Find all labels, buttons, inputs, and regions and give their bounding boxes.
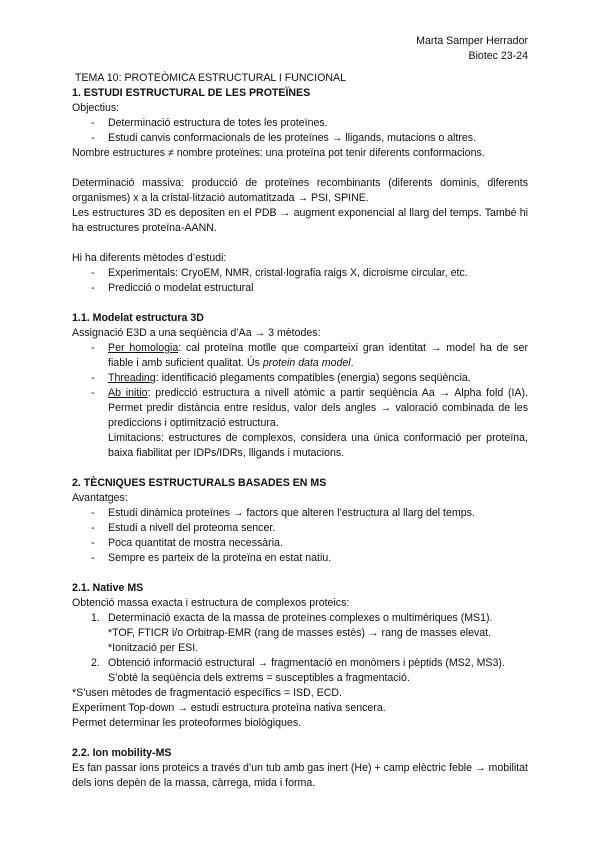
list-item: - Predicció o modelat estructural [91,282,254,294]
list-item: - Sempre es parteix de la proteïna en estat natiu. [91,552,332,564]
list-item: - Estudi a nivell del proteoma sencer. [91,522,276,534]
ion-mobility-paragraph: Es fan passar ions proteics a través d’un tub amb gas inert (He) + camp elèctric feble → mobilitat dels ions depèn de la massa, càrrega, mida i forma. [72,762,528,789]
list-item: 1. Determinació exacta de la massa de proteïnes complexes o multimèriques (MS1). *TOF, FTICR i/o Orbitrap-EMR (rang de masses estès) → rang de masses elevat. *Ionització per ESI. [72,611,528,656]
section-2-heading: 2. TÈCNIQUES ESTRUCTURALS BASADES EN MS [72,477,327,489]
list-item-threading: - Threading: identificació plegaments compatibles (energia) segons seqüència. [91,372,471,384]
metodes-list [72,266,528,296]
avantatges-list [72,506,528,566]
modelat-methods-list [72,341,528,461]
list-item: - Experimentals: CryoEM, NMR, cristal·lografia raigs X, dicroisme circular, etc. [91,267,468,279]
native-ms-note: *S’usen mètodes de fragmentació específics = ISD, ECD. [72,687,342,699]
step-note: S’obté la seqüència dels extrems = susceptibles a fragmentació. [108,672,410,684]
section-2-1-heading: 2.1. Native MS [72,582,144,594]
list-item-homologia: - Per homologia: cal proteïna motlle que comparteixi gran identitat → model ha de ser fiable i amb suficient qualitat. Ús protein data model. [91,342,528,369]
native-ms-note: Permet determinar les proteoformes biològiques. [72,717,302,729]
limitacions-text: Limitacions: estructures de complexos, considera una única conformació per proteïna, baixa fiabilitat per IDPs/IDRs, lligands i mutacions. [108,432,528,459]
section-2-2-heading: 2.2. Ion mobility-MS [72,747,172,759]
nombre-estructures-line: Nombre estructures ≠ nombre proteïnes: una proteïna pot tenir diferents conformacions. [72,147,485,159]
list-item: - Estudi canvis conformacionals de les proteïnes → lligands, mutacions o altres. [91,132,477,144]
native-ms-intro: Obtenció massa exacta i estructura de complexos proteics: [72,597,350,609]
objectius-label: Objectius: [72,102,120,114]
course-label: Biotec 23-24 [468,50,528,62]
author-name: Marta Samper Herrador [416,35,528,47]
section-1-1-heading: 1.1. Modelat estructura 3D [72,312,204,324]
list-item-ab-initio: - Ab initio: predicció estructura a nivell atòmic a partir seqüència Aa → Alpha fold (IA). Permet predir distància entre residus, valor dels angles → valoració combinada de les prediccions i optimització estructura. Limitacions: estructures de complexos, considera una única conformació per proteïna, baixa fiabilitat per IDPs/IDRs, lligands i mutacions. [91,387,528,459]
metodes-label: Hi ha diferents mètodes d’estudi: [72,252,227,264]
native-ms-note: Experiment Top-down → estudi estructura proteïna nativa sencera. [72,702,386,714]
step-note: *Ionització per ESI. [108,642,199,654]
list-item: 2. Obtenció informació estructural → fragmentació en monòmers i pèptids (MS2, MS3). S’obté la seqüència dels extrems = susceptibles a fragmentació. [72,656,528,686]
document-title: TEMA 10: PROTEÒMICA ESTRUCTURAL I FUNCIONAL [75,72,346,84]
list-item: - Poca quantitat de mostra necessària. [91,537,283,549]
page-header [416,34,528,64]
objectius-list [72,116,528,146]
document-body [72,71,528,791]
pdb-paragraph: Les estructures 3D es depositen en el PDB → augment exponencial al llarg del temps. També hi ha estructures proteïna-AANN. [72,207,528,234]
determinacio-massiva-paragraph: Determinació massiva: producció de proteïnes recombinants (diferents dominis, diferents organismes) x a la cristal·lització automatitzada → PSI, SPINE. [72,177,528,204]
avantatges-label: Avantatges: [72,492,128,504]
section-1-heading: 1. ESTUDI ESTRUCTURAL DE LES PROTEÏNES [72,87,311,99]
step-note: *TOF, FTICR i/o Orbitrap-EMR (rang de masses estès) → rang de masses elevat. [108,627,492,639]
list-item: - Determinació estructura de totes les proteïnes. [91,117,328,129]
list-item: - Estudi dinàmica proteïnes → factors que alteren l’estructura al llarg del temps. [91,507,475,519]
modelat-intro: Assignació E3D a una seqüència d’Aa → 3 mètodes: [72,327,321,339]
native-ms-steps [72,611,528,686]
